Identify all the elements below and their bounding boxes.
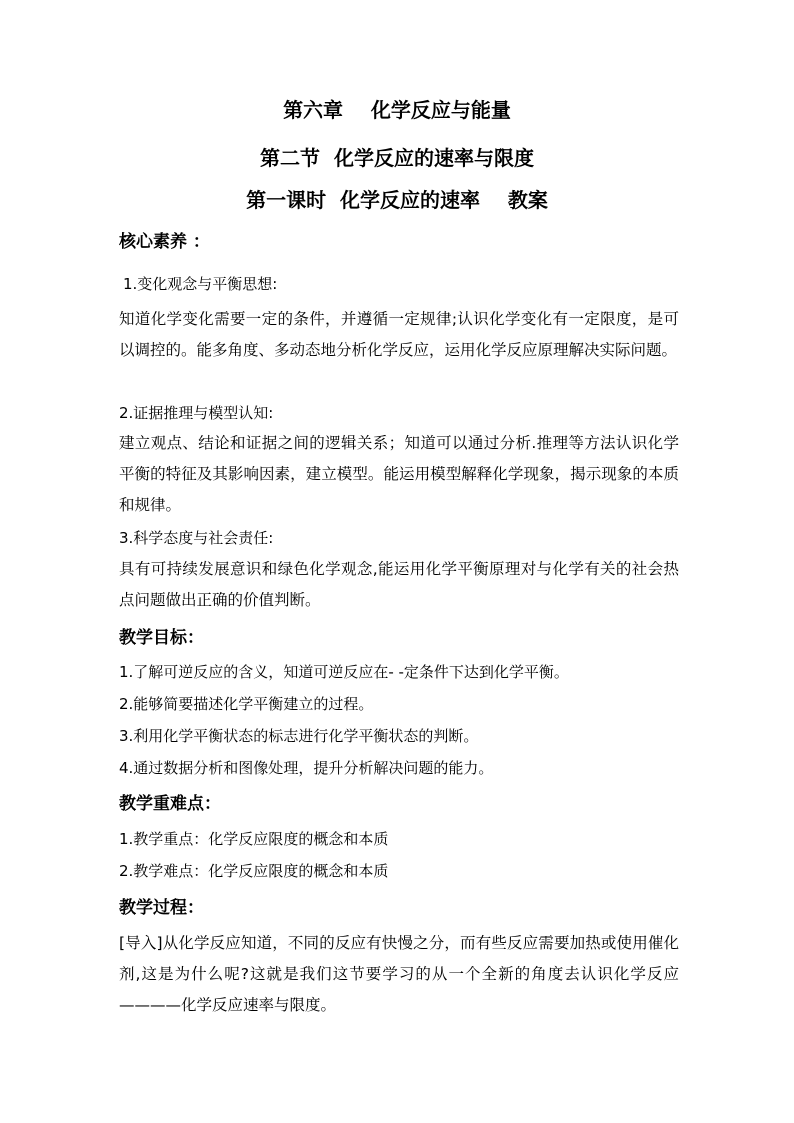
key-point-item: 1.教学重点：化学反应限度的概念和本质	[119, 830, 389, 848]
core-literacy-item3-text: 具有可持续发展意识和绿色化学观念,能运用化学平衡原理对与化学有关的社会热点问题做出正确的价值判断。	[119, 560, 679, 609]
teaching-goal-item: 3.利用化学平衡状态的标志进行化学平衡状态的判断。	[119, 727, 479, 745]
core-literacy-item2-title: 2.证据推理与模型认知:	[119, 404, 274, 422]
teaching-process-intro: [导入]从化学反应知道，不同的反应有快慢之分，而有些反应需要加热或使用催化剂,这是为什么呢?这就是我们这节要学习的从一个全新的角度去认识化学反应————化学反应速率与限度。	[119, 934, 679, 1014]
core-literacy-item1-text: 知道化学变化需要一定的条件，并遵循一定规律;认识化学变化有一定限度，是可以调控的。能多角度、多动态地分析化学反应，运用化学反应原理解决实际问题。	[119, 310, 679, 359]
core-literacy-heading: 核心素养 ：	[119, 232, 210, 252]
teaching-process-heading: 教学过程：	[119, 898, 204, 918]
teaching-goal-item: 4.通过数据分析和图像处理，提升分析解决问题的能力。	[119, 759, 494, 777]
teaching-goal-item: 2.能够简要描述化学平衡建立的过程。	[119, 695, 374, 713]
key-point-item: 2.教学难点：化学反应限度的概念和本质	[119, 862, 389, 880]
section-title: 第二节 化学反应的速率与限度	[260, 146, 534, 170]
chapter-title: 第六章 化学反应与能量	[283, 98, 511, 122]
teaching-goal-item: 1.了解可逆反应的含义，知道可逆反应在- -定条件下达到化学平衡。	[119, 663, 569, 681]
core-literacy-item3-title: 3.科学态度与社会责任:	[119, 529, 274, 547]
teaching-goals-heading: 教学目标：	[119, 628, 204, 648]
core-literacy-item2-text: 建立观点、结论和证据之间的逻辑关系；知道可以通过分析.推理等方法认识化学平衡的特征及其影响因素，建立模型。能运用模型解释化学现象，揭示现象的本质和规律。	[119, 434, 679, 514]
key-points-heading: 教学重难点：	[119, 794, 221, 814]
core-literacy-item1-title: 1.变化观念与平衡思想:	[123, 275, 278, 293]
lesson-title: 第一课时 化学反应的速率 教案	[246, 188, 548, 212]
